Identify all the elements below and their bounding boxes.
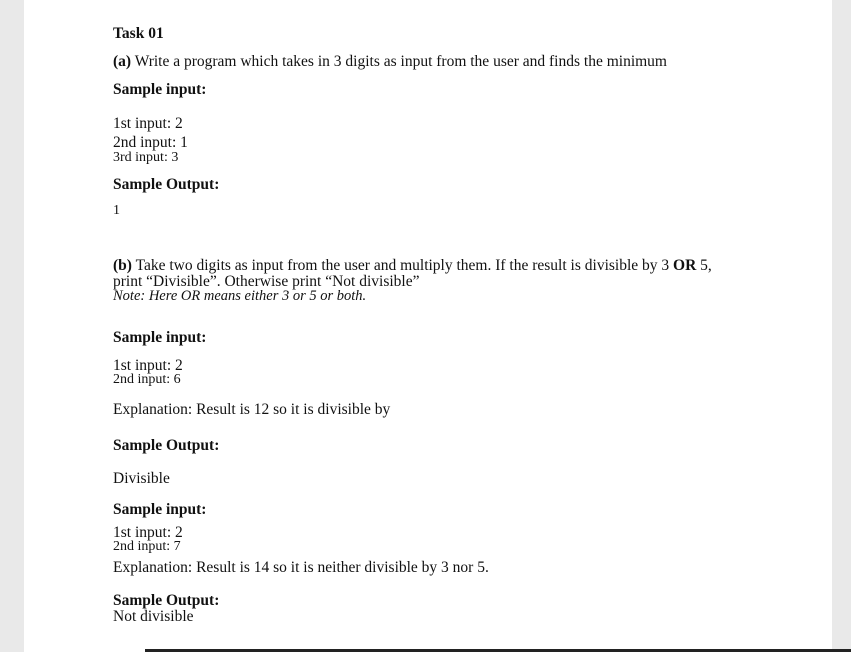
part-b-ex1-sample-output-heading: Sample Output: <box>113 437 220 454</box>
part-b-ex1-input-2: 2nd input: 6 <box>113 372 181 387</box>
part-b-ex1-output: Divisible <box>113 470 170 487</box>
part-b-question-line1 <box>113 258 712 274</box>
part-a-input-2: 2nd input: 1 <box>113 134 188 151</box>
part-a-label: (a) <box>113 53 132 70</box>
part-b-ex2-explanation: Explanation: Result is 14 so it is neither divisible by 3 nor 5. <box>113 559 489 576</box>
part-a-sample-input-heading: Sample input: <box>113 81 207 98</box>
part-b-text-2: 5, <box>700 257 712 274</box>
part-a-input-3: 3rd input: 3 <box>113 150 179 165</box>
part-b-label: (b) <box>113 257 132 274</box>
part-b-text-1: Take two digits as input from the user and multiply them. If the result is divisible by 3 <box>135 257 670 274</box>
part-b-ex2-input-1: 1st input: 2 <box>113 524 183 541</box>
part-a-output: 1 <box>113 203 120 218</box>
document-page <box>24 0 832 652</box>
part-b-ex2-input-2: 2nd input: 7 <box>113 539 181 554</box>
part-a-input-1: 1st input: 2 <box>113 115 183 132</box>
part-b-ex2-output: Not divisible <box>113 608 194 625</box>
part-a-text: Write a program which takes in 3 digits as input from the user and finds the minimum <box>134 53 667 70</box>
part-b-ex1-input-1: 1st input: 2 <box>113 357 183 374</box>
part-b-or: OR <box>673 257 697 274</box>
part-b-ex2-sample-input-heading: Sample input: <box>113 501 207 518</box>
part-a-question <box>113 54 667 70</box>
part-b-ex1-sample-input-heading: Sample input: <box>113 329 207 346</box>
part-b-question-line2: print “Divisible”. Otherwise print “Not divisible” <box>113 273 420 290</box>
part-b-ex1-explanation: Explanation: Result is 12 so it is divisible by <box>113 401 391 418</box>
part-a-sample-output-heading: Sample Output: <box>113 176 220 193</box>
part-b-ex2-sample-output-heading: Sample Output: <box>113 592 220 609</box>
part-b-note: Note: Here OR means either 3 or 5 or both. <box>113 288 367 304</box>
task-title: Task 01 <box>113 25 164 42</box>
